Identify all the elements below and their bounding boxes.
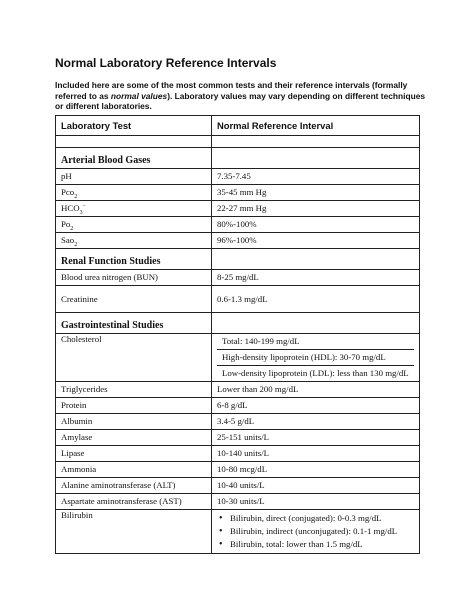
bilirubin-list [212, 510, 419, 553]
test-name: Lipase [56, 446, 212, 462]
table-row-cholesterol [56, 334, 420, 382]
list-item: • Bilirubin, direct (conjugated): 0-0.3 mg/dL [230, 512, 414, 525]
test-name: Bilirubin [56, 510, 212, 554]
test-value: 10-30 units/L [212, 494, 420, 510]
test-value: 96%-100% [212, 233, 420, 249]
blank-row [56, 136, 420, 148]
intro-text-1: Included here are some of the most common tests and their reference intervals (formally referred to as [55, 80, 408, 101]
test-name: $HCO_3^-$ [56, 201, 212, 217]
test-value: 35-45 mm Hg [212, 185, 420, 201]
test-value: 10-140 units/L [212, 446, 420, 462]
table-row [56, 169, 420, 185]
test-name: Blood urea nitrogen (BUN) [56, 270, 212, 286]
table-row [56, 478, 420, 494]
header-laboratory-test: Laboratory Test [56, 116, 212, 136]
test-name: Pco$_2$ [56, 185, 212, 201]
table-row [56, 494, 420, 510]
test-value: 22-27 mm Hg [212, 201, 420, 217]
section-row-renal [56, 249, 420, 270]
table-row [56, 217, 420, 233]
cholesterol-total: Total: 140-199 mg/dL [217, 334, 414, 350]
table-row-bilirubin [56, 510, 420, 554]
header-reference-interval: Normal Reference Interval [212, 116, 420, 136]
section-row-abg [56, 148, 420, 169]
test-value-list [212, 510, 420, 554]
table-header-row [56, 116, 420, 136]
section-label-gi: Gastrointestinal Studies [61, 320, 164, 331]
test-name: Ammonia [56, 462, 212, 478]
table-row [56, 286, 420, 313]
test-name: $Po_2$ [56, 217, 212, 233]
section-label-abg: Arterial Blood Gases [61, 155, 151, 166]
test-value: 3.4-5 g/dL [212, 414, 420, 430]
table-row [56, 398, 420, 414]
cholesterol-hdl: High-density lipoprotein (HDL): 30-70 mg/dL [217, 350, 414, 366]
table-row [56, 270, 420, 286]
test-value: 10-80 mcg/dL [212, 462, 420, 478]
test-name: pH [56, 169, 212, 185]
test-value: 0.6-1.3 mg/dL [212, 286, 420, 313]
test-name: Cholesterol [56, 334, 212, 382]
list-item: • Bilirubin, indirect (unconjugated): 0.1-1 mg/dL [230, 525, 414, 538]
test-name: Protein [56, 398, 212, 414]
table-row [56, 446, 420, 462]
test-name: Triglycerides [56, 382, 212, 398]
test-value: Lower than 200 mg/dL [212, 382, 420, 398]
table-row [56, 233, 420, 249]
table-row [56, 201, 420, 217]
table-row [56, 382, 420, 398]
reference-table [55, 115, 420, 554]
table-row [56, 462, 420, 478]
test-name: Amylase [56, 430, 212, 446]
table-row [56, 430, 420, 446]
table-row [56, 414, 420, 430]
section-label-renal: Renal Function Studies [61, 256, 161, 267]
test-value: 10-40 units/L [212, 478, 420, 494]
test-name: Aspartate aminotransferase (AST) [56, 494, 212, 510]
table-row [56, 185, 420, 201]
test-value: 25-151 units/L [212, 430, 420, 446]
intro-paragraph [55, 80, 425, 112]
test-value: 80%-100% [212, 217, 420, 233]
section-row-gi [56, 313, 420, 334]
test-value: 8-25 mg/dL [212, 270, 420, 286]
cholesterol-ldl: Low-density lipoprotein (LDL): less than 130 mg/dL [222, 368, 409, 378]
test-value-list [212, 334, 420, 382]
test-value: 6-8 g/dL [212, 398, 420, 414]
test-name: Sao$_2$ [56, 233, 212, 249]
test-value: 7.35-7.45 [212, 169, 420, 185]
test-name: Alanine aminotransferase (ALT) [56, 478, 212, 494]
page-title: Normal Laboratory Reference Intervals [55, 56, 277, 70]
intro-text-2: ). Laboratory values may vary depending on different techniques or different laboratories. [55, 90, 426, 112]
test-name: Albumin [56, 414, 212, 430]
list-item: • Bilirubin, total: lower than 1.5 mg/dL [230, 538, 414, 551]
test-name: Creatinine [56, 286, 212, 313]
intro-emphasis: normal values [110, 90, 168, 101]
